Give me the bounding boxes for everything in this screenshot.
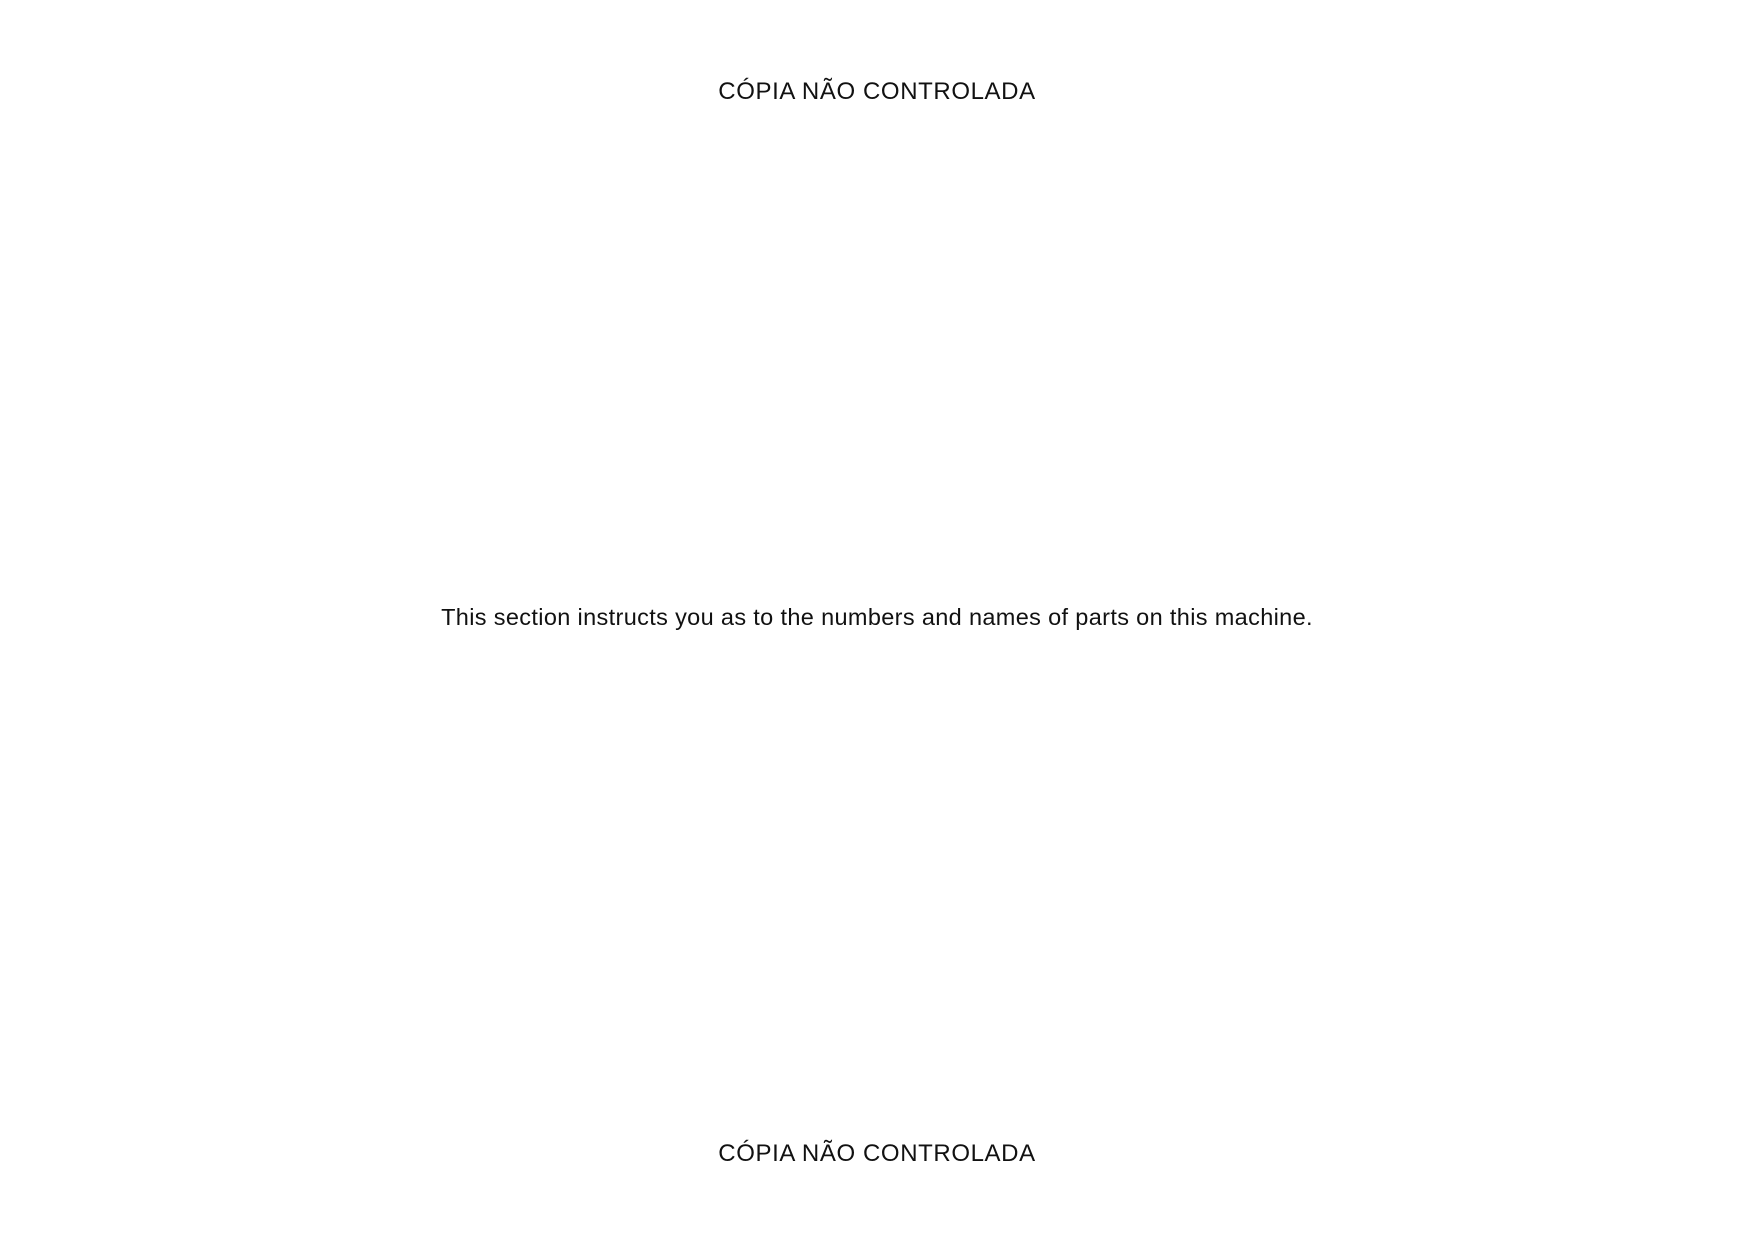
uncontrolled-copy-header: CÓPIA NÃO CONTROLADA (718, 78, 1036, 105)
section-intro-text: This section instructs you as to the numbers and names of parts on this machine. (441, 604, 1313, 630)
uncontrolled-copy-footer: CÓPIA NÃO CONTROLADA (718, 1140, 1036, 1167)
